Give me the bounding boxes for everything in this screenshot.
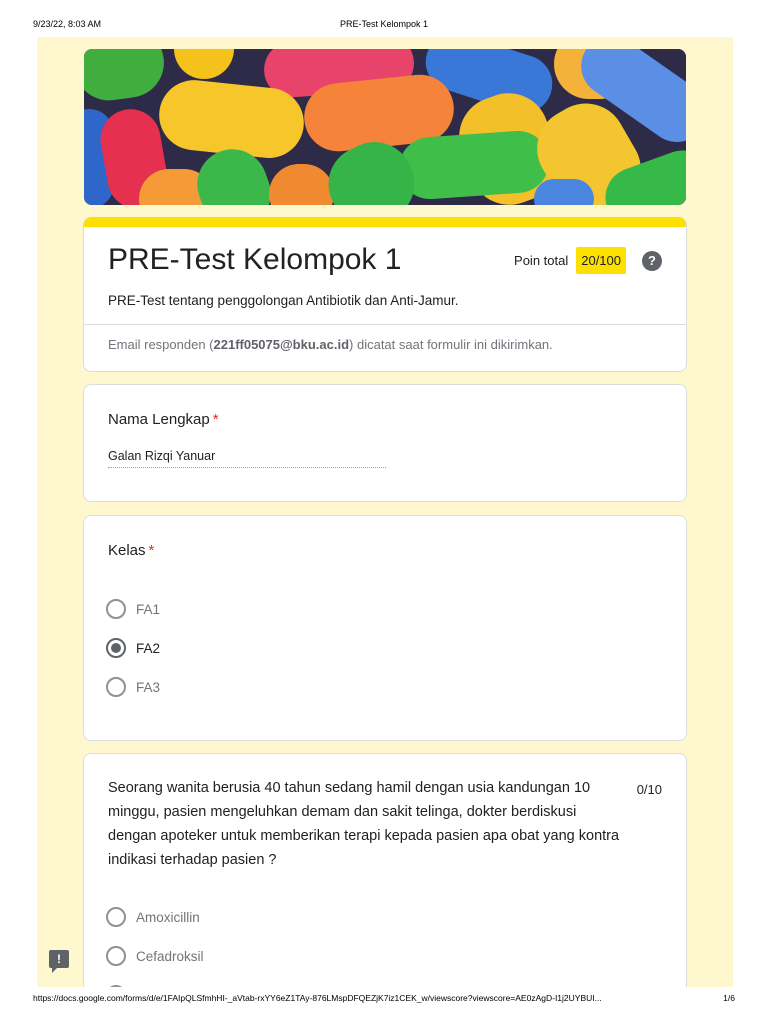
feedback-icon[interactable]: ! — [49, 950, 69, 968]
option-cefadroksil[interactable] — [106, 946, 204, 966]
print-url: https://docs.google.com/forms/d/e/1FAIpQLSfmhHI-_aVtab-rxYY6eZ1TAy-876LMspDFQEZjK7iz1CEK_w/viewscore?viewscore=AE0zAgD-I1j2UYBUI... — [33, 993, 602, 1003]
option-label: FA2 — [136, 640, 161, 656]
print-datetime: 9/23/22, 8:03 AM — [33, 19, 102, 29]
radio-unchecked-icon[interactable] — [106, 946, 126, 966]
radio-unchecked-icon[interactable] — [106, 677, 126, 697]
email-prefix: Email responden ( — [108, 337, 214, 352]
required-asterisk: * — [212, 411, 219, 428]
total-points — [514, 247, 662, 274]
question-card-kelas — [83, 515, 687, 741]
respondent-email: 221ff05075@bku.ac.id — [213, 337, 350, 352]
option-fa3[interactable] — [106, 677, 160, 697]
option-label: FA1 — [136, 601, 161, 617]
name-answer: Galan Rizqi Yanuar — [108, 449, 216, 463]
form-title: PRE-Test Kelompok 1 — [108, 243, 402, 276]
radio-unchecked-icon[interactable] — [106, 907, 126, 927]
form-page — [37, 37, 733, 987]
option-fa1[interactable] — [106, 599, 160, 619]
question-score: 0/10 — [636, 782, 662, 797]
option-partial[interactable] — [106, 985, 126, 987]
points-badge: 20/100 — [576, 247, 626, 274]
form-header-card — [83, 217, 687, 372]
header-banner-image — [84, 49, 686, 205]
option-label: FA3 — [136, 679, 161, 695]
email-suffix: ) dicatat saat formulir ini dikirimkan. — [349, 337, 553, 352]
question-card-q1 — [83, 753, 687, 987]
radio-unchecked-icon[interactable] — [106, 985, 126, 987]
print-header — [0, 0, 768, 36]
required-asterisk: * — [148, 542, 155, 559]
print-footer — [0, 990, 768, 1010]
print-page-number: 1/6 — [723, 993, 735, 1003]
points-label: Poin total — [514, 253, 569, 268]
option-amoxicillin[interactable] — [106, 907, 200, 927]
question-text: Seorang wanita berusia 40 tahun sedang hamil dengan usia kandungan 10 minggu, pasien mengeluhkan demam dan sakit telinga, dokter berdiskusi dengan apoteker untuk memberikan terapi kepada pasien apa obat yang kontra indikasi terhadap pasien ? — [108, 780, 620, 868]
option-label: Amoxicillin — [136, 909, 200, 925]
option-fa2[interactable] — [106, 638, 160, 658]
radio-checked-icon[interactable] — [106, 638, 126, 658]
question-label: Kelas — [108, 542, 146, 559]
respondent-email-note — [108, 337, 553, 352]
question-title — [108, 542, 154, 559]
radio-unchecked-icon[interactable] — [106, 599, 126, 619]
question-label: Nama Lengkap — [108, 411, 210, 428]
help-icon[interactable]: ? — [642, 251, 662, 271]
question-title — [108, 411, 219, 428]
answer-underline — [108, 467, 386, 468]
colorful-capsules-image — [84, 49, 686, 205]
divider — [84, 324, 686, 325]
theme-accent-bar — [84, 217, 686, 227]
option-label: Cefadroksil — [136, 948, 204, 964]
form-description: PRE-Test tentang penggolongan Antibiotik dan Anti-Jamur. — [108, 293, 459, 308]
question-card-name — [83, 384, 687, 502]
print-title: PRE-Test Kelompok 1 — [339, 19, 429, 29]
